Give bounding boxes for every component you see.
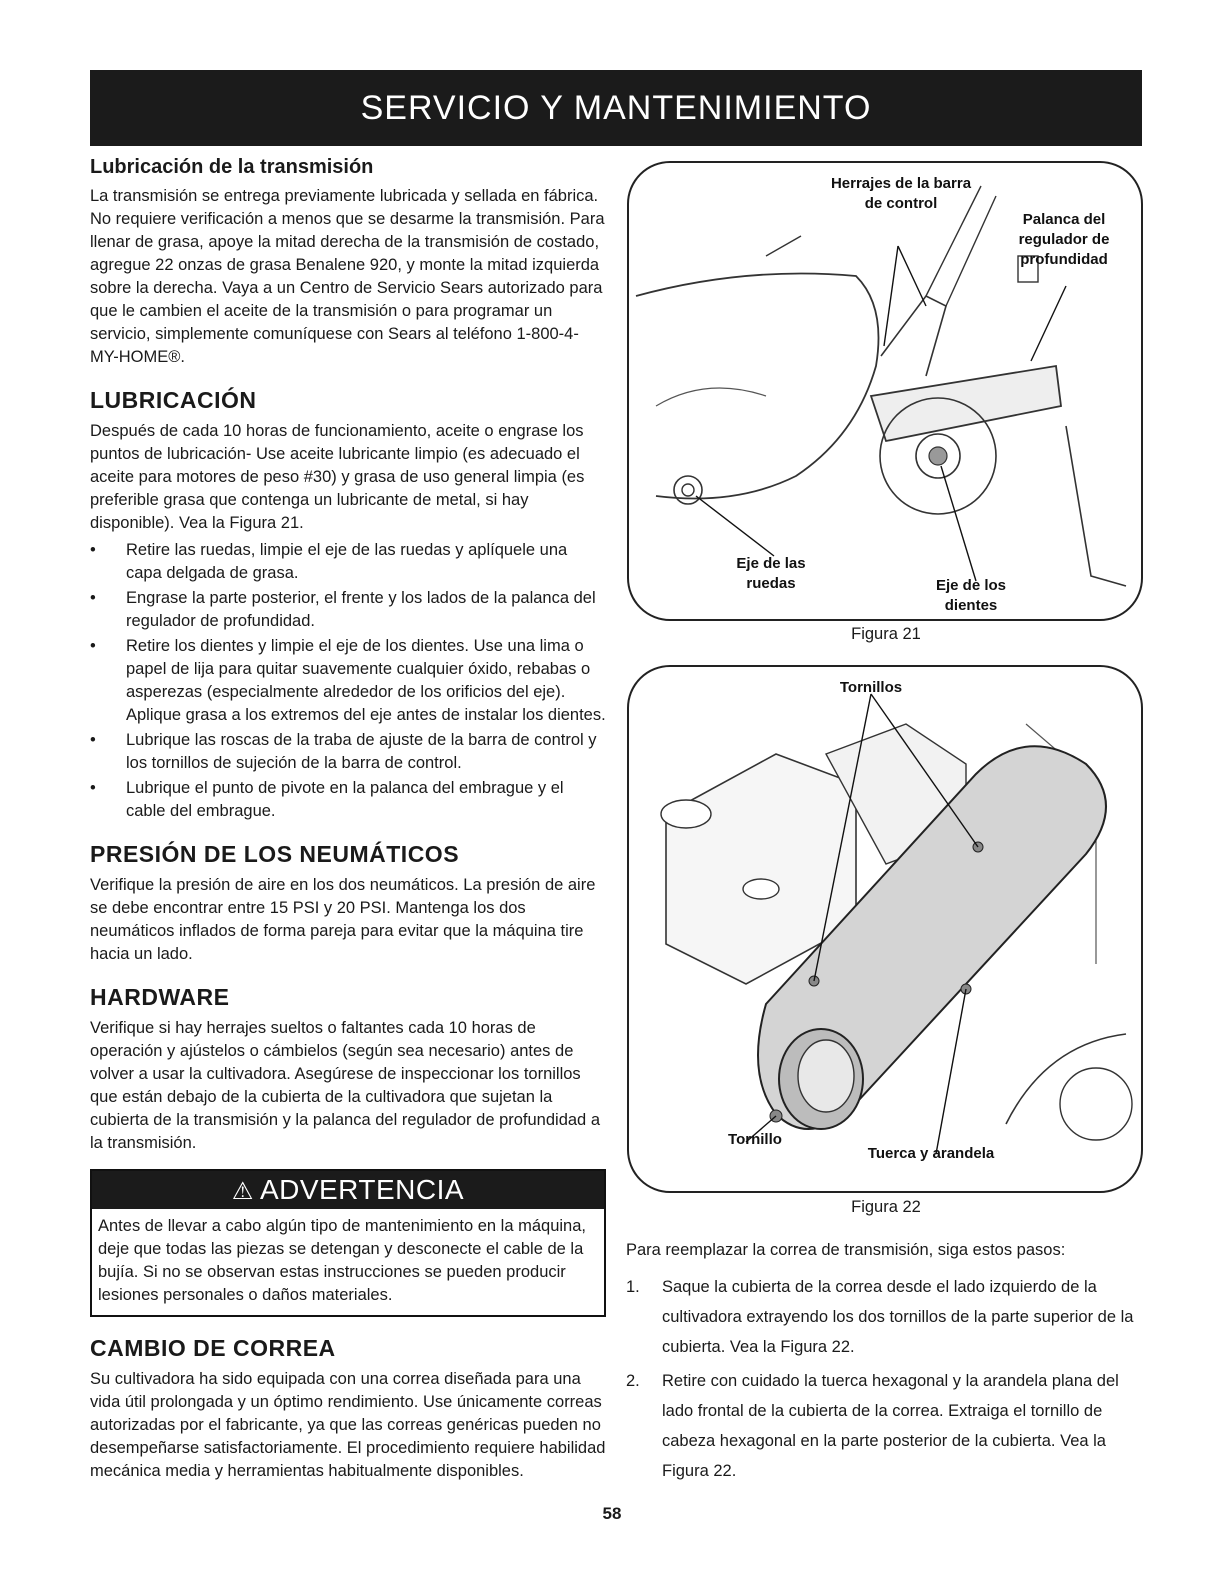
warning-box — [90, 1169, 606, 1317]
neumaticos-heading: PRESIÓN DE LOS NEUMÁTICOS — [90, 841, 460, 867]
list-item — [626, 1272, 1146, 1362]
lubricacion-list — [90, 539, 606, 823]
step-text: Saque la cubierta de la correa desde el lado izquierdo de la cultivadora extrayendo los dos tornillos de la parte superior de la cubierta. Vea la Figura 22. — [662, 1278, 1134, 1356]
warning-triangle-icon: ⚠ — [231, 1178, 254, 1205]
figure-22-caption: Figura 22 — [851, 1198, 921, 1216]
hardware-body: Verifique si hay herrajes sueltos o faltantes cada 10 horas de operación y ajústelos o cámbielos (según sea necesario) antes de volver a usar la cultivadora. Asegúrese de inspeccionar los tornillos que están debajo de la cubierta de la cultivadora que sujetan la cubierta de la transmisión y la palanca del regulador de profundidad a la transmisión. — [90, 1019, 600, 1152]
step-number: 1. — [626, 1278, 640, 1296]
step-number: 2. — [626, 1372, 640, 1390]
replace-steps — [626, 1272, 1146, 1486]
page-header-banner — [90, 70, 1142, 146]
correa-body: Su cultivadora ha sido equipada con una correa diseñada para una vida útil prolongada y un óptimo rendimiento. Use únicamente correas autorizadas por el fabricante, ya que las correas genéricas pueden no desempeñarse satisfactoriamente. El procedimiento requiere habilidad mecánica media y herramientas habitualmente disponibles. — [90, 1370, 606, 1480]
warning-body: Antes de llevar a cabo algún tipo de mantenimiento en la máquina, deje que todas las piezas se detengan y desconecte el cable de la bujía. Si no se observan estas instrucciones se pueden producir lesiones personales o daños materiales. — [98, 1217, 586, 1304]
page-number: 58 — [602, 1504, 622, 1523]
list-item: • Engrase la parte posterior, el frente y los lados de la palanca del regulador de profundidad. — [90, 587, 606, 633]
label-palanca: Palanca del regulador de profundidad — [1018, 211, 1110, 268]
figure-22-illustration — [626, 664, 1146, 1194]
list-item: • Lubrique el punto de pivote en la palanca del embrague y el cable del embrague. — [90, 777, 606, 823]
neumaticos-body: Verifique la presión de aire en los dos neumáticos. La presión de aire se debe encontrar entre 15 PSI y 20 PSI. Mantenga los dos neumáticos inflados de forma pareja para evitar que la máquina tire hacia un lado. — [90, 876, 596, 963]
label-herrajes: Herrajes de la barra de control — [830, 175, 972, 212]
warning-title: ADVERTENCIA — [259, 1174, 465, 1205]
list-item: • Retire las ruedas, limpie el eje de las ruedas y aplíquele una capa delgada de grasa. — [90, 539, 606, 585]
right-column — [626, 156, 1146, 1490]
transmision-body: La transmisión se entrega previamente lubricada y sellada en fábrica. No requiere verificación a menos que se desarme la transmisión. Para llenar de grasa, apoye la mitad derecha de la transmisión de costado, agregue 22 onzas de grasa Benalene 920, y monte la mitad izquierda sobre la derecha. Vaya a un Centro de Servicio Sears autorizado para que le cambien el aceite de la transmisión o para programar un servicio, simplemente comuníquese con Sears al teléfono 1-800-4-MY-HOME®. — [90, 187, 605, 366]
figure-22 — [626, 664, 1146, 1194]
step-text: Retire con cuidado la tuerca hexagonal y la arandela plana del lado frontal de la cubierta de la correa. Extraiga el tornillo de cabeza hexagonal en la parte posterior de la cubierta. Vea la Figura 22. — [662, 1372, 1119, 1480]
label-eje-ruedas: Eje de las ruedas — [736, 555, 806, 592]
list-item — [626, 1366, 1146, 1486]
page-title: SERVICIO Y MANTENIMIENTO — [360, 88, 872, 127]
warning-header — [92, 1171, 604, 1209]
label-tornillos: Tornillos — [839, 679, 903, 696]
left-column — [90, 156, 606, 1483]
figure-21-caption: Figura 21 — [851, 625, 921, 643]
list-item: • Lubrique las roscas de la traba de ajuste de la barra de control y los tornillos de sujeción de la barra de control. — [90, 729, 606, 775]
label-tuerca: Tuerca y arandela — [867, 1145, 995, 1162]
hardware-heading: HARDWARE — [90, 984, 230, 1010]
replace-intro: Para reemplazar la correa de transmisión, siga estos pasos: — [626, 1241, 1066, 1259]
lubricacion-heading: LUBRICACIÓN — [90, 387, 257, 413]
label-tornillo: Tornillo — [728, 1131, 782, 1148]
correa-heading: CAMBIO DE CORREA — [90, 1335, 336, 1361]
label-eje-dientes: Eje de los dientes — [935, 577, 1007, 614]
list-item: • Retire los dientes y limpie el eje de los dientes. Use una lima o papel de lija para quitar suavemente cualquier óxido, rebabas o asperezas (especialmente alrededor de los orificios del eje). Aplique grasa a los extremos del eje antes de instalar los dientes. — [90, 635, 606, 727]
transmision-heading: Lubricación de la transmisión — [90, 156, 374, 178]
figure-21 — [626, 156, 1146, 621]
lubricacion-body: Después de cada 10 horas de funcionamiento, aceite o engrase los puntos de lubricación- Use aceite lubricante limpio (es adecuado el aceite para motores de peso #30) y grasa de uso general limpia (es preferible grasa que contenga un lubricante de metal, si hay disponible). Vea la Figura 21. — [90, 422, 585, 532]
